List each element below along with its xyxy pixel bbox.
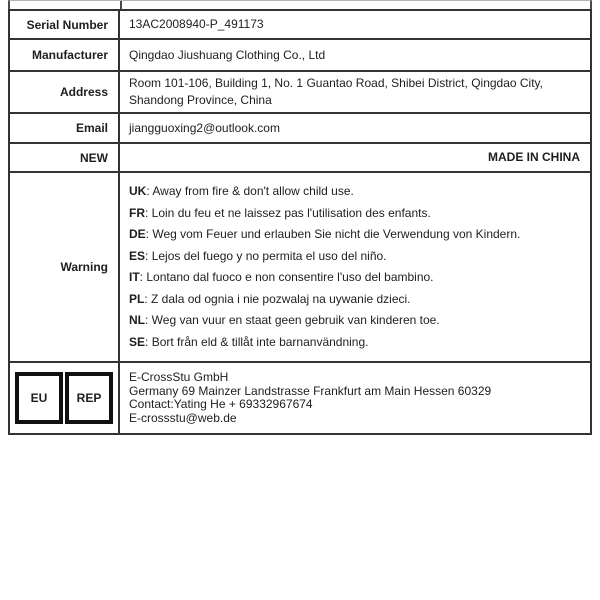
row-serial-number bbox=[10, 11, 590, 40]
eu-rep-badges bbox=[10, 363, 120, 433]
warning-list bbox=[129, 178, 520, 357]
row-email bbox=[10, 114, 590, 144]
email-label: Email bbox=[10, 114, 120, 142]
eu-rep-details bbox=[120, 363, 590, 433]
made-in-china-label: MADE IN CHINA bbox=[488, 150, 580, 164]
product-label-table bbox=[8, 9, 592, 435]
warning-label: Warning bbox=[10, 173, 120, 361]
row-warning bbox=[10, 173, 590, 363]
manufacturer-value: Qingdao Jiushuang Clothing Co., Ltd bbox=[129, 47, 326, 62]
manufacturer-label: Manufacturer bbox=[10, 40, 120, 70]
warning-line-de: DE: Weg vom Feuer und erlauben Sie nicht die Verwendung von Kindern. bbox=[129, 227, 521, 242]
row-condition-origin bbox=[10, 144, 590, 173]
rep-company-name: E-CrossStu GmbH bbox=[129, 370, 229, 384]
row-address bbox=[10, 72, 590, 114]
warning-text-block bbox=[120, 173, 590, 361]
row-eu-rep bbox=[10, 363, 590, 433]
warning-line-fr: FR: Loin du feu et ne laissez pas l'utilisation des enfants. bbox=[129, 205, 431, 220]
condition-new-label: NEW bbox=[10, 144, 120, 171]
serial-number-label: Serial Number bbox=[10, 11, 120, 38]
row-manufacturer bbox=[10, 40, 590, 72]
email-value: jiangguoxing2@outlook.com bbox=[129, 120, 280, 135]
warning-line-pl: PL: Z dala od ognia i nie pozwalaj na uywanie dzieci. bbox=[129, 291, 411, 306]
warning-line-uk: UK: Away from fire & don't allow child use. bbox=[129, 184, 354, 199]
rep-contact: Contact:Yating He + 69332967674 bbox=[129, 397, 313, 411]
warning-line-nl: NL: Weg van vuur en staat geen gebruik van kinderen toe. bbox=[129, 313, 440, 328]
cropped-column-divider bbox=[120, 1, 122, 9]
warning-line-es: ES: Lejos del fuego y no permita el uso del niño. bbox=[129, 248, 387, 263]
serial-number-value: 13AC2008940-P_491173 bbox=[129, 17, 264, 31]
cropped-table-remnant bbox=[8, 0, 592, 9]
warning-line-it: IT: Lontano dal fuoco e non consentire l'uso del bambino. bbox=[129, 270, 434, 285]
warning-line-se: SE: Bort från eld & tillåt inte barnanvändning. bbox=[129, 334, 369, 349]
rep-address: Germany 69 Mainzer Landstrasse Frankfurt am Main Hessen 60329 bbox=[129, 383, 492, 398]
address-value: Room 101-106, Building 1, No. 1 Guantao Road, Shibei District, Qingdao City, Shandong Province, China bbox=[129, 76, 543, 107]
address-label: Address bbox=[10, 72, 120, 112]
rep-badge: REP bbox=[65, 372, 113, 424]
eu-badge: EU bbox=[15, 372, 63, 424]
rep-email: E-crossstu@web.de bbox=[129, 410, 237, 425]
